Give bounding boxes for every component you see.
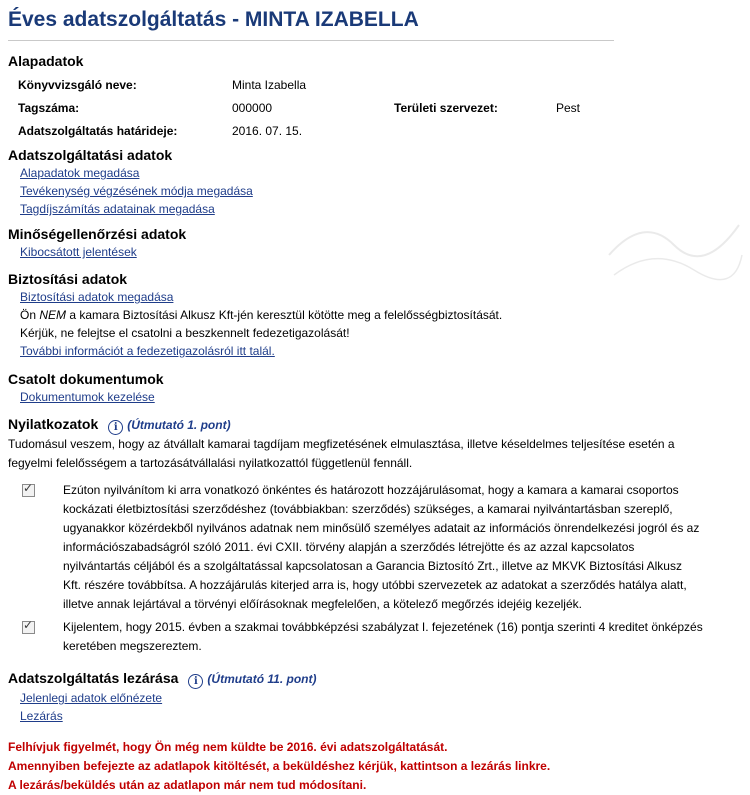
basic-data-link[interactable]: Alapadatok megadása [20,166,140,180]
warning-text-3: A lezárás/beküldés után az adatlapon már nem tud módosítani. [8,778,367,792]
closing-heading: Adatszolgáltatás lezárása i (Útmutató 11. pont) [8,670,317,687]
declarations-intro: Tudomásul veszem, hogy az átvállalt kamarai tagdíjam megfizetésének elmulasztása, illetve késeldelmes teljesítése esetén a fegyelmi felelősségem a tartozásátvállalási nyilatkozattól függetlenül fennáll. [8,437,675,470]
submission-data-heading: Adatszolgáltatási adatok [8,147,173,163]
warning-text-2: Amennyiben befejezte az adatlapok kitöltését, a beküldéshez kérjük, kattintson a lezárás linkre. [8,759,551,773]
page-content [8,6,738,795]
attached-documents-heading: Csatolt dokumentumok [8,371,164,387]
warning-text-1: Felhívjuk figyelmét, hogy Ön még nem küldte be 2016. évi adatszolgáltatását. [8,740,448,754]
checkbox-checked[interactable] [22,484,35,497]
info-icon[interactable]: i [108,420,123,435]
warning-block [8,738,738,795]
submission-data-section [8,146,738,218]
insurance-status-text: Ön NEM a kamara Biztosítási Alkusz Kft-jén keresztül kötötte meg a felelősségbiztosítását. [20,308,503,322]
declarations-heading: Nyilatkozatok i (Útmutató 1. pont) [8,416,231,433]
member-number-value: 000000 [232,100,273,115]
basic-data-heading: Alapadatok [8,53,84,69]
page-title: Éves adatszolgáltatás - MINTA IZABELLA [8,6,614,41]
info-icon[interactable]: i [188,674,203,689]
closing-section [8,669,738,725]
declarations-section [8,415,738,656]
membership-fee-link[interactable]: Tagdíjszámítás adatainak megadása [20,202,215,216]
activity-mode-link[interactable]: Tevékenység végzésének módja megadása [20,184,253,198]
declaration-item-2 [22,618,738,656]
manage-documents-link[interactable]: Dokumentumok kezelése [20,390,155,404]
insurance-reminder-text: Kérjük, ne felejtse el csatolni a beszkennelt fedezetigazolását! [20,326,350,340]
name-value: Minta Izabella [232,77,307,92]
name-label: Könyvvizsgáló neve: [18,77,137,92]
preview-data-link[interactable]: Jelenlegi adatok előnézete [20,691,163,705]
table-row [18,96,580,119]
insurance-heading: Biztosítási adatok [8,271,128,287]
deadline-label: Adatszolgáltatás határideje: [18,123,178,138]
insurance-section [8,270,738,360]
issued-reports-link[interactable]: Kibocsátott jelentések [20,245,137,259]
insurance-not-emphasis: NEM [39,308,67,322]
member-number-label: Tagszáma: [18,100,80,115]
checkbox-checked[interactable] [22,621,35,634]
basic-data-table [18,73,580,142]
table-row [18,119,580,142]
quality-control-heading: Minőségellenőrzési adatok [8,226,187,242]
table-row [18,73,580,96]
guide-reference: (Útmutató 11. pont) [207,672,317,686]
coverage-info-link[interactable]: További információt a fedezetigazolásról itt talál. [20,344,275,358]
quality-control-section [8,225,738,261]
close-submission-link[interactable]: Lezárás [20,709,63,723]
attached-documents-section [8,370,738,406]
declaration-text-1: Ezúton nyilvánítom ki arra vonatkozó önkéntes és határozott hozzájárulásomat, hogy a kamara a kamarai csoportos kockázati életbiztosítási szerződéshez (továbbiakban: szerződés) szükséges, a kamarai nyilvántartásban szereplő, ugyanakkor közérdekből nyilvános adatnak nem minősülő személyes adatait az információs önrendelkezési jogról és az információszabadságról szóló 2011. évi CXII. törvény alapján a szerződés létrejötte és az azzal kapcsolatos nyilvántartás céljából és a szolgáltatással kapcsolatosan a Garancia Biztosító Zrt., illetve az MKVK Biztosítási Alkusz Kft. részére továbbítsa. A hozzájárulás kiterjed arra is, hogy utóbbi szervezetek az adatokat a szerződés hatálya alatt, illetve annak lejártával a törvényi előírásoknak megfelelően, a kötelező megőrzés idejéig kezeljék. [63,483,700,611]
declaration-item-1 [22,481,738,614]
guide-reference: (Útmutató 1. pont) [127,418,231,432]
basic-data-section [8,52,738,142]
deadline-value: 2016. 07. 15. [232,123,303,138]
insurance-data-link[interactable]: Biztosítási adatok megadása [20,290,174,304]
declaration-text-2: Kijelentem, hogy 2015. évben a szakmai továbbképzési szabályzat I. fejezetének (16) pontja szerinti 4 kreditet önképzés keretében megszereztem. [63,620,703,653]
region-label: Területi szervezet: [394,100,498,115]
region-value: Pest [556,100,581,115]
